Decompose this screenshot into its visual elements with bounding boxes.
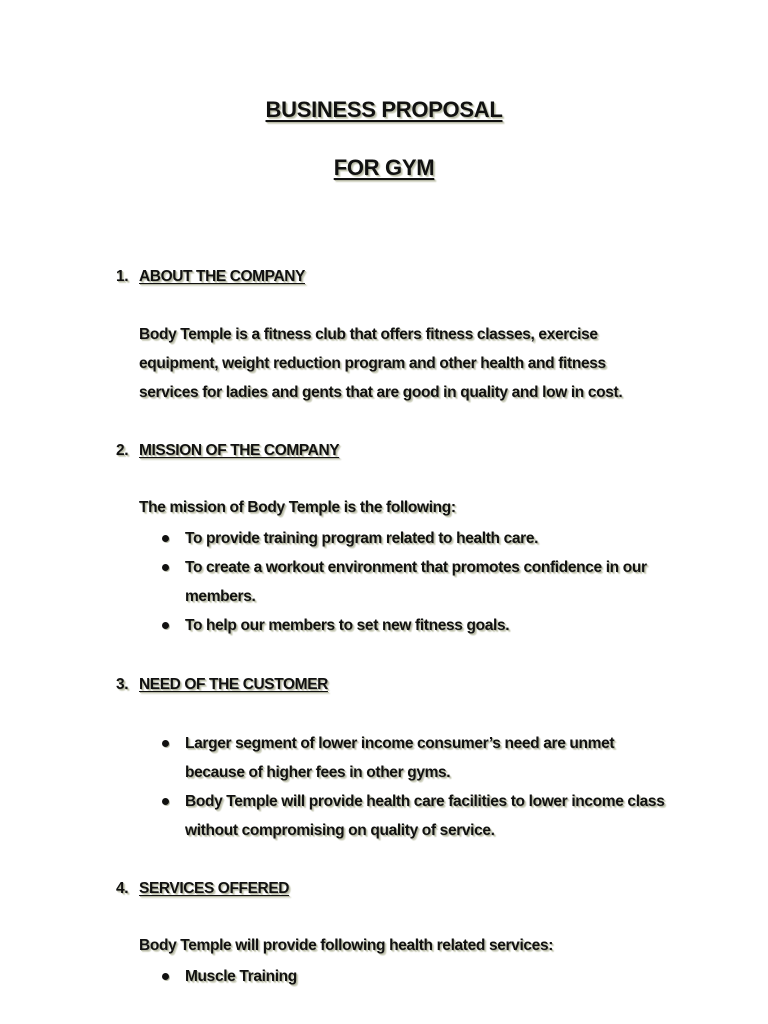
document-title-line-1: BUSINESS PROPOSAL xyxy=(265,97,503,122)
need-bullet-list xyxy=(160,729,665,845)
list-item: Larger segment of lower income consumer’s need are unmet because of higher fees in other gyms. xyxy=(160,729,665,787)
services-bullet-list xyxy=(160,962,700,991)
section-number: 3. xyxy=(116,676,129,693)
mission-intro: The mission of Body Temple is the following: xyxy=(139,499,456,516)
section-heading-about xyxy=(116,268,305,286)
list-item: To help our members to set new fitness goals. xyxy=(160,611,690,640)
section-number: 1. xyxy=(116,268,129,285)
bullet-dot-icon xyxy=(162,740,169,747)
mission-bullet-list xyxy=(160,524,690,640)
bullet-dot-icon xyxy=(162,622,169,629)
about-paragraph: Body Temple is a fitness club that offers fitness classes, exercise equipment, weight reduction program and other health and fitness services for ladies and gents that are good in quality and low in cost. xyxy=(139,326,623,401)
bullet-dot-icon xyxy=(162,564,169,571)
document-title-line-2: FOR GYM xyxy=(333,155,435,180)
list-item: Body Temple will provide health care facilities to lower income class without compromising on quality of service. xyxy=(160,787,665,845)
services-intro: Body Temple will provide following health related services: xyxy=(139,937,554,954)
list-item: Muscle Training xyxy=(160,962,700,991)
section-heading-text: ABOUT THE COMPANY xyxy=(139,268,305,285)
bullet-dot-icon xyxy=(162,798,169,805)
section-heading-need xyxy=(116,676,328,694)
list-item: To provide training program related to health care. xyxy=(160,524,690,553)
section-heading-text: NEED OF THE CUSTOMER xyxy=(139,676,328,693)
section-heading-services xyxy=(116,880,289,898)
section-heading-mission xyxy=(116,442,339,460)
list-item: To create a workout environment that promotes confidence in our members. xyxy=(160,553,690,611)
bullet-dot-icon xyxy=(162,973,169,980)
section-number: 2. xyxy=(116,442,129,459)
section-number: 4. xyxy=(116,880,129,897)
bullet-dot-icon xyxy=(162,535,169,542)
section-heading-text: MISSION OF THE COMPANY xyxy=(139,442,340,459)
section-heading-text: SERVICES OFFERED xyxy=(139,880,290,897)
